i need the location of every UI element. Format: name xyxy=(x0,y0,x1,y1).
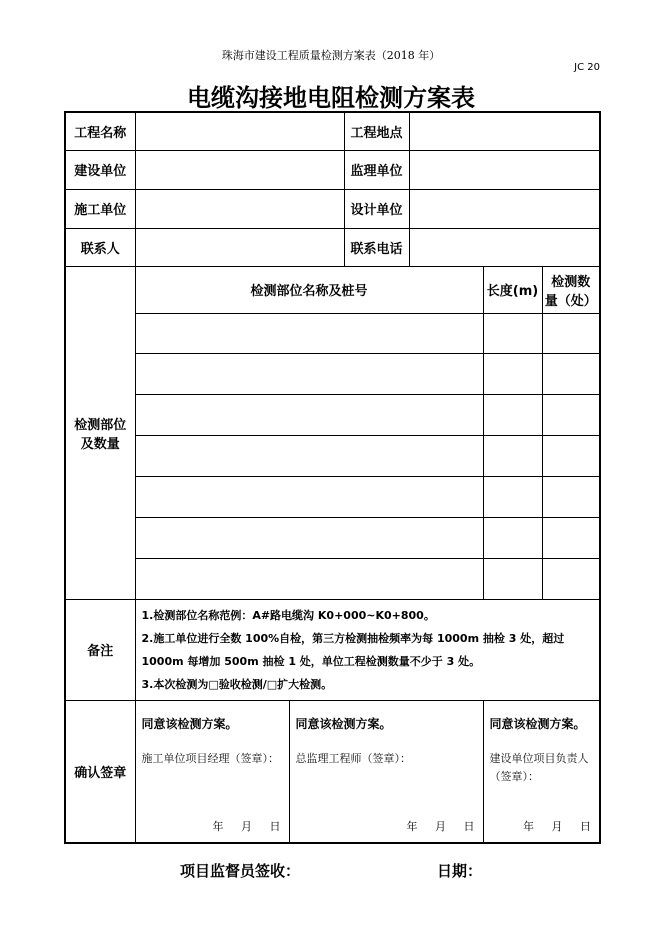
col-header-count-line2: 量（处） xyxy=(544,293,597,309)
col-header-count-line1: 检测数 xyxy=(551,274,591,290)
detection-length-field[interactable] xyxy=(483,558,542,599)
remarks-row xyxy=(65,599,600,700)
detection-length-field[interactable] xyxy=(483,353,542,394)
label-construction-owner: 建设单位 xyxy=(65,150,135,189)
inspection-plan-table xyxy=(64,111,601,844)
header-top-line: 珠海市建设工程质量检测方案表（2018 年） xyxy=(221,49,441,62)
detection-name-field[interactable] xyxy=(135,435,483,476)
detection-row xyxy=(65,476,600,517)
info-row-project xyxy=(65,112,600,150)
supervision-unit-field[interactable] xyxy=(409,150,600,189)
label-contact-phone: 联系电话 xyxy=(344,228,409,266)
owner-signer-role: 建设单位项目负责人（签章）： xyxy=(489,751,589,783)
detection-row xyxy=(65,353,600,394)
detection-section-label-line2: 及数量 xyxy=(80,436,120,452)
detection-length-field[interactable] xyxy=(483,435,542,476)
detection-row xyxy=(65,435,600,476)
project-location-field[interactable] xyxy=(409,112,600,150)
remarks-label: 备注 xyxy=(65,599,135,700)
detection-length-field[interactable] xyxy=(483,394,542,435)
design-unit-field[interactable] xyxy=(409,189,600,228)
footer-date-label: 日期： xyxy=(437,862,483,880)
detection-section-label-line1: 检测部位 xyxy=(74,417,127,433)
detection-length-field[interactable] xyxy=(483,476,542,517)
remark-line-1: 1.检测部位名称范例：A#路电缆沟 K0+000~K0+800。 xyxy=(141,608,435,622)
supervisor-receipt-label: 项目监督员签收： xyxy=(180,862,301,880)
detection-length-field[interactable] xyxy=(483,313,542,353)
detection-count-field[interactable] xyxy=(542,558,600,599)
detection-name-field[interactable] xyxy=(135,353,483,394)
contact-person-field[interactable] xyxy=(135,228,344,266)
col-header-count xyxy=(542,266,600,313)
owner-agree-text: 同意该检测方案。 xyxy=(489,716,586,731)
col-header-location-name: 检测部位名称及桩号 xyxy=(135,266,483,313)
detection-name-field[interactable] xyxy=(135,558,483,599)
detection-name-field[interactable] xyxy=(135,476,483,517)
supervisor-signature-block[interactable] xyxy=(289,700,483,843)
detection-name-field[interactable] xyxy=(135,313,483,353)
detection-count-field[interactable] xyxy=(542,435,600,476)
label-design-unit: 设计单位 xyxy=(344,189,409,228)
confirmation-label: 确认签章 xyxy=(65,700,135,843)
label-project-name: 工程名称 xyxy=(65,112,135,150)
detection-name-field[interactable] xyxy=(135,394,483,435)
label-project-location: 工程地点 xyxy=(344,112,409,150)
page-title: 电缆沟接地电阻检测方案表 xyxy=(187,84,475,112)
detection-count-field[interactable] xyxy=(542,476,600,517)
info-row-contractor xyxy=(65,189,600,228)
owner-sign-date: 年 月 日 xyxy=(523,820,591,833)
remarks-content xyxy=(135,599,600,700)
project-name-field[interactable] xyxy=(135,112,344,150)
remark-line-2: 2.施工单位进行全数 100%自检，第三方检测抽检频率为每 1000m 抽检 3 处，超过 1000m 每增加 500m 抽检 1 处，单位工程检测数量不少于 3 处。 xyxy=(141,631,565,668)
detection-name-field[interactable] xyxy=(135,517,483,558)
detection-header-row xyxy=(65,266,600,313)
label-contractor: 施工单位 xyxy=(65,189,135,228)
contractor-signature-block[interactable] xyxy=(135,700,289,843)
col-header-length: 长度(m) xyxy=(483,266,542,313)
contractor-field[interactable] xyxy=(135,189,344,228)
construction-owner-field[interactable] xyxy=(135,150,344,189)
contractor-signer-role: 施工单位项目经理（签章）： xyxy=(141,751,279,765)
detection-row xyxy=(65,517,600,558)
contractor-sign-date: 年 月 日 xyxy=(212,820,281,833)
detection-count-field[interactable] xyxy=(542,394,600,435)
form-code: JC 20 xyxy=(574,62,600,73)
detection-count-field[interactable] xyxy=(542,517,600,558)
contractor-agree-text: 同意该检测方案。 xyxy=(141,716,238,731)
info-row-contact xyxy=(65,228,600,266)
info-row-builder xyxy=(65,150,600,189)
detection-length-field[interactable] xyxy=(483,517,542,558)
supervisor-signer-role: 总监理工程师（签章）： xyxy=(295,751,411,765)
detection-row xyxy=(65,313,600,353)
detection-count-field[interactable] xyxy=(542,313,600,353)
detection-row xyxy=(65,558,600,599)
supervisor-agree-text: 同意该检测方案。 xyxy=(295,716,392,731)
remark-line-3: 3.本次检测为□验收检测/□扩大检测。 xyxy=(141,677,333,691)
owner-signature-block[interactable] xyxy=(483,700,600,843)
supervisor-sign-date: 年 月 日 xyxy=(406,820,475,833)
label-supervision-unit: 监理单位 xyxy=(344,150,409,189)
detection-section-label xyxy=(65,266,135,599)
label-contact-person: 联系人 xyxy=(65,228,135,266)
confirmation-row xyxy=(65,700,600,843)
detection-row xyxy=(65,394,600,435)
contact-phone-field[interactable] xyxy=(409,228,600,266)
detection-count-field[interactable] xyxy=(542,353,600,394)
